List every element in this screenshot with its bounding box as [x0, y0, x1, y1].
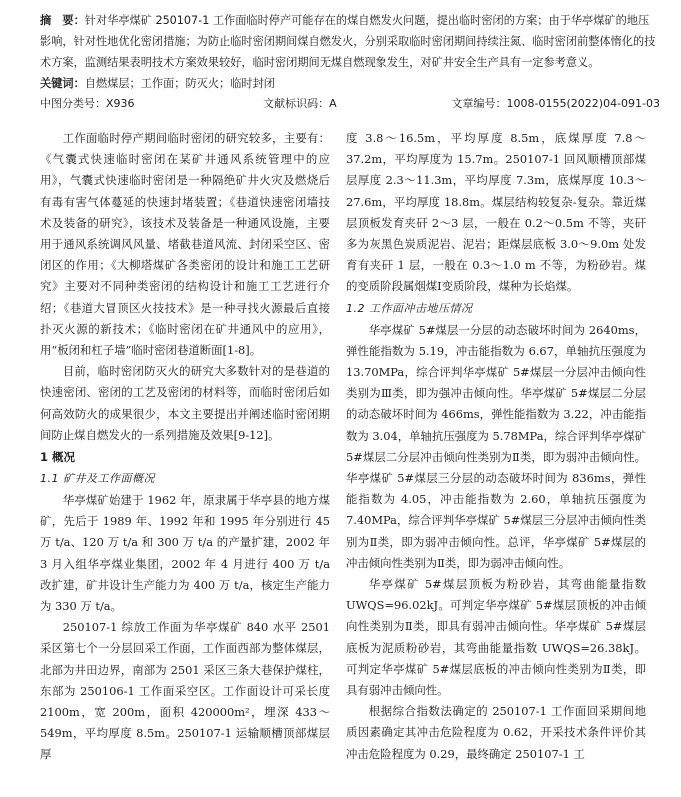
clc-number: 中图分类号：X936 [40, 97, 135, 110]
keywords-text: 自燃煤层；工作面；防灭火；临时封闭 [84, 77, 275, 90]
article-number: 文章编号：1008-0155(2022)04-091-03 [451, 97, 660, 110]
rockburst-paragraph-1: 华亭煤矿 5#煤层一分层的动态破坏时间为 2640ms，弹性能指数为 5.19，冲击能指数为 6.67，单轴抗压强度为 13.70MPa，综合评判华亭煤矿 5#煤层一分层冲击倾向性类别为Ⅲ类，即为强冲击倾向性。华亭煤矿 5#煤层二分层的动态破坏时间为 466ms，弹性能指数为 3.22，冲击能指数为 3.04，单轴抗压强度为 5.78MPa，综合评判华亭煤矿 5#煤层二分层冲击倾向性类别为Ⅱ类，即为弱冲击倾向性。华亭煤矿 5#煤层三分层的动态破坏时间为 836ms，弹性能指数为 4.05，冲击能指数为 2.60，单轴抗压强度为 7.40MPa，综合评判华亭煤矿 5#煤层三分层冲击倾向性类别为Ⅱ类，即为弱冲击倾向性。总评，华亭煤矿 5#煤层的冲击倾向性类别为Ⅱ类，即为弱冲击倾向性。 [346, 322, 646, 570]
abstract-text: 针对华亭煤矿 250107-1 工作面临时停产可能存在的煤自燃发火问题，提出临时密闭的方案；由于华亭煤矿的地压影响，针对性地优化密闭措施；为防止临时密闭期间煤自燃发火，分别采取临时密闭期间持续注氮、临时密闭前整体惰化的技术方案，监测结果表明技术方案效果较好，临时密闭期间无煤自燃现象发生，对矿井安全生产具有一定参考意义。 [40, 14, 656, 69]
subsection-heading-rockburst: 1.2 工作面冲击地压情况 [346, 301, 473, 315]
subsection-heading-mine: 1.1 矿井及工作面概况 [40, 472, 155, 486]
rockburst-paragraph-3: 根据综合指数法确定的 250107-1 工作面回采期间地质因素确定其冲击危险程度为 0.62，开采技术条件评价其冲击危险程度为 0.29，最终确定 250107-1 工 [346, 704, 646, 761]
article-meta [40, 94, 660, 114]
intro-paragraph-1: 工作面临时停产期间临时密闭的研究较多，主要有：《气囊式快速临时密闭在某矿井通风系统管理中的应用》，气囊式快速临时密闭是一种隔绝矿井火灾及燃烧后有毒有害气体蔓延的快速封堵装置；《巷道快速密闭墙技术及装备的研究》，该技术及装备是一种通风设施，主要用于通风系统调风风量、堵截巷道风流、封闭采空区、密闭区的作用；《大柳塔煤矿各类密闭的设计和施工工艺研究》主要对不同种类密闭的结构设计和施工工艺进行介绍；《巷道大冒顶区火技技术》是一种寻找火源最后直接扑灭火源的新技术；《临时密闭在矿井通风中的应用》，用“板闭和杠子墙”临时密闭巷道断面[1-8]。 [40, 131, 330, 358]
right-column [346, 128, 646, 765]
keywords-label: 关键词： [40, 77, 85, 90]
rockburst-paragraph-2: 华亭煤矿 5#煤层顶板为粉砂岩，其弯曲能量指数 UWQS=96.02kJ。可判定华亭煤矿 5#煤层顶板的冲击倾向性类别为Ⅱ类，即具有弱冲击倾向性。华亭煤矿 5#煤层底板为泥质粉砂岩，其弯曲能量指数 UWQS=26.38kJ。可判定华亭煤矿 5#煤层底板的冲击倾向性类别为Ⅱ类，即具有弱冲击倾向性。 [346, 577, 646, 698]
abstract [40, 10, 660, 73]
section-heading-overview: 1 概况 [40, 450, 76, 465]
workface-paragraph-cont: 度 3.8～16.5m，平均厚度 8.5m，底煤厚度 7.8～37.2m，平均厚度为 15.7m。250107-1 回风顺槽顶部煤层厚度 2.3～11.3m，平均厚度 7.3m，底煤厚度 10.3～27.6m，平均厚度 18.8m。煤层结构较复杂-复杂。靠近煤层顶板发育夹矸 2～3 层，一般在 0.2～0.5m 不等，夹矸多为灰黑色炭质泥岩、泥岩；距煤层底板 3.0～9.0m 处发育有夹矸 1 层，一般在 0.3～1.0 m 不等，为粉砂岩。煤的变质阶段属烟煤Ⅰ变质阶段，煤种为长焰煤。 [346, 131, 646, 294]
document-code: 文献标识码：A [263, 97, 337, 110]
workface-paragraph: 250107-1 综放工作面为华亭煤矿 840 水平 2501 采区第七个一分层回采工作面，工作面西部为整体煤层，北部为井田边界，南部为 2501 采区三条大巷保护煤柱，东部为 250106-1 工作面采空区。工作面设计可采长度 2100m，宽 200m，面积 420000m²，埋深 433～549m，平均厚度 8.5m。250107-1 运输顺槽顶部煤层厚 [40, 620, 330, 762]
intro-paragraph-2: 目前，临时密闭防灭火的研究大多数针对的是巷道的快速密闭、密闭的工艺及密闭的材料等，而临时密闭后如何高效防火的成果很少，本文主要提出并阐述临时密闭期间防止煤自燃发火的一系列措施及效果[9-12]。 [40, 364, 330, 442]
paper-header [40, 10, 660, 114]
keywords [40, 73, 660, 94]
mine-paragraph: 华亭煤矿始建于 1962 年，原隶属于华亭县的地方煤矿，先后于 1989 年、1992 年和 1995 年分别进行 45 万 t/a、120 万 t/a 和 300 万 t/a 的产量扩建，2002 年 3 月入组华亭煤业集团，2002 年 4 月进行 400 万 t/a 改扩建，矿井设计生产能力为 400 万 t/a，核定生产能力为 330 万 t/a。 [40, 493, 330, 614]
abstract-label: 摘 要： [40, 14, 85, 27]
left-column [40, 128, 330, 766]
